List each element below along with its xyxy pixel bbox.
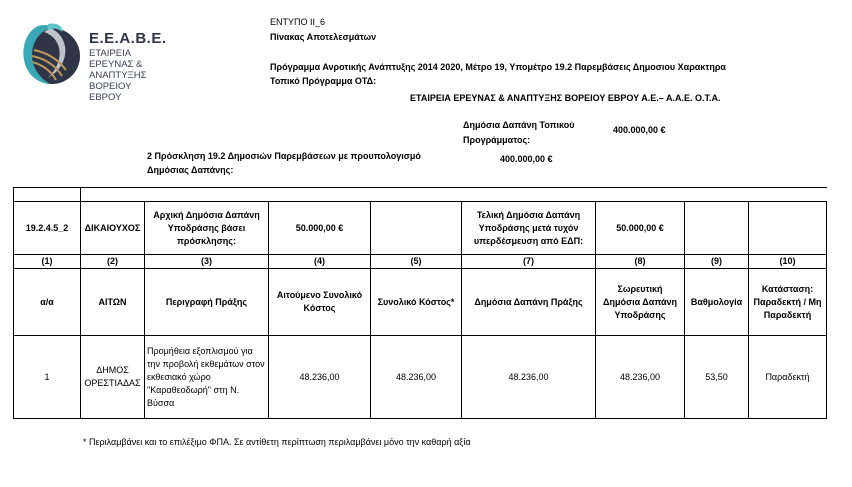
program-description: Πρόγραμμα Ανροτικής Ανάπτυξης 2014 2020, Μέτρο 19, Υπομέτρο 19.2 Παρεμβάσεις Δημοσιου Χαρακτηρα (270, 62, 726, 72)
call-budget-label: Δημόσιας Δαπάνης: (147, 165, 234, 175)
cell-requested-cost: 48.236,00 (269, 336, 371, 419)
cell-total-cost: 48.236,00 (371, 336, 462, 419)
column-number-row (14, 255, 827, 269)
logo-line: ΕΡΕΥΝΑΣ & (89, 59, 143, 70)
organization-logo (14, 20, 167, 103)
column-header-public-expense: Δημόσια Δαπάνη Πράξης (462, 269, 596, 336)
column-header-total-cost: Συνολικό Κόστος* (371, 269, 462, 336)
column-header-score: Βαθμολογία (685, 269, 749, 336)
column-number: (5) (371, 255, 462, 269)
form-code: ΕΝΤΥΠΟ II_6 (270, 17, 326, 27)
call-budget-value: 400.000,00 € (500, 154, 553, 164)
column-header-status: Κατάσταση: Παραδεκτή / Μη Παραδεκτή (749, 269, 827, 336)
cell-cumulative-expense: 48.236,00 (596, 336, 685, 419)
column-number: (7) (462, 255, 596, 269)
column-number: (3) (145, 255, 269, 269)
footnote: * Περιλαμβάνει και το επιλέξιμο ΦΠΑ. Σε αντίθετη περίπτωση περιλαμβάνει μόνο την καθαρή αξία (83, 437, 471, 447)
cell-score: 53,50 (685, 336, 749, 419)
column-header-aa: α/α (14, 269, 81, 336)
column-number: (8) (596, 255, 685, 269)
empty-cell (749, 202, 827, 255)
logo-line: ΑΝΑΠΤΥΞΗΣ (89, 70, 147, 81)
empty-cell (685, 202, 749, 255)
submeasure-code: 19.2.4.5_2 (14, 202, 81, 255)
cell-status: Παραδεκτή (749, 336, 827, 419)
column-header-cumulative-expense: Σωρευτική Δημόσια Δαπάνη Υποδράσης (596, 269, 685, 336)
initial-budget-value: 50.000,00 € (269, 202, 371, 255)
local-budget-value: 400.000,00 € (613, 125, 666, 135)
column-number: (4) (269, 255, 371, 269)
local-budget-label: Προγράμματος: (463, 135, 531, 145)
logo-emblem-icon (14, 20, 84, 90)
table-spacer-row (14, 188, 827, 202)
column-header-row (14, 269, 827, 336)
spacer-cell (14, 188, 81, 202)
logo-line: ΒΟΡΕΙΟΥ ΕΒΡΟΥ (89, 81, 132, 103)
cell-description: Προμήθεια εξοπλισμού για την προβολή εκθεμάτων στον εκθεσιακό χώρο "Καραθεοδωρή" στη Ν. Βύσσα (145, 336, 269, 419)
beneficiary-label: ΔΙΚΑΙΟΥΧΟΣ (81, 202, 145, 255)
column-number: (10) (749, 255, 827, 269)
final-budget-value: 50.000,00 € (596, 202, 685, 255)
cell-aa: 1 (14, 336, 81, 419)
initial-budget-label: Αρχική Δημόσια Δαπάνη Υποδράσης βάσει πρόσκλησης: (145, 202, 269, 255)
spacer-cell (81, 188, 827, 202)
logo-abbreviation: Ε.Ε.Α.Β.Ε. (89, 30, 167, 47)
local-program-label: Τοπικό Πρόγραμμα ΟΤΔ: (270, 76, 377, 86)
logo-line: ΕΤΑΙΡΕΙΑ (89, 48, 132, 59)
column-header-description: Περιγραφή Πράξης (145, 269, 269, 336)
table-row (14, 336, 827, 419)
column-number: (9) (685, 255, 749, 269)
call-budget-label: 2 Πρόσκληση 19.2 Δημοσιών Παρεμβάσεων με προυπολογισμό (147, 151, 421, 161)
final-budget-label: Τελική Δημόσια Δαπάνη Υποδράσης μετά τυχόν υπερδέσμευση από ΕΔΠ: (462, 202, 596, 255)
column-header-requested-cost: Αιτούμενο Συνολικό Κόστος (269, 269, 371, 336)
local-budget-label: Δημόσια Δαπάνη Τοπικού (463, 120, 575, 130)
column-number: (2) (81, 255, 145, 269)
cell-public-expense: 48.236,00 (462, 336, 596, 419)
organization-name: ΕΤΑΙΡΕΙΑ ΕΡΕΥΝΑΣ & ΑΝΑΠΤΥΞΗΣ ΒΟΡΕΙΟΥ ΕΒΡΟΥ Α.Ε.– Α.Α.Ε. Ο.Τ.Α. (410, 93, 721, 103)
budget-header-row (14, 202, 827, 255)
column-number: (1) (14, 255, 81, 269)
column-header-applicant: ΑΙΤΩΝ (81, 269, 145, 336)
page-title: Πίνακας Αποτελεσμάτων (270, 32, 377, 42)
results-table (13, 187, 827, 419)
empty-cell (371, 202, 462, 255)
cell-applicant: ΔΗΜΟΣ ΟΡΕΣΤΙΑΔΑΣ (81, 336, 145, 419)
